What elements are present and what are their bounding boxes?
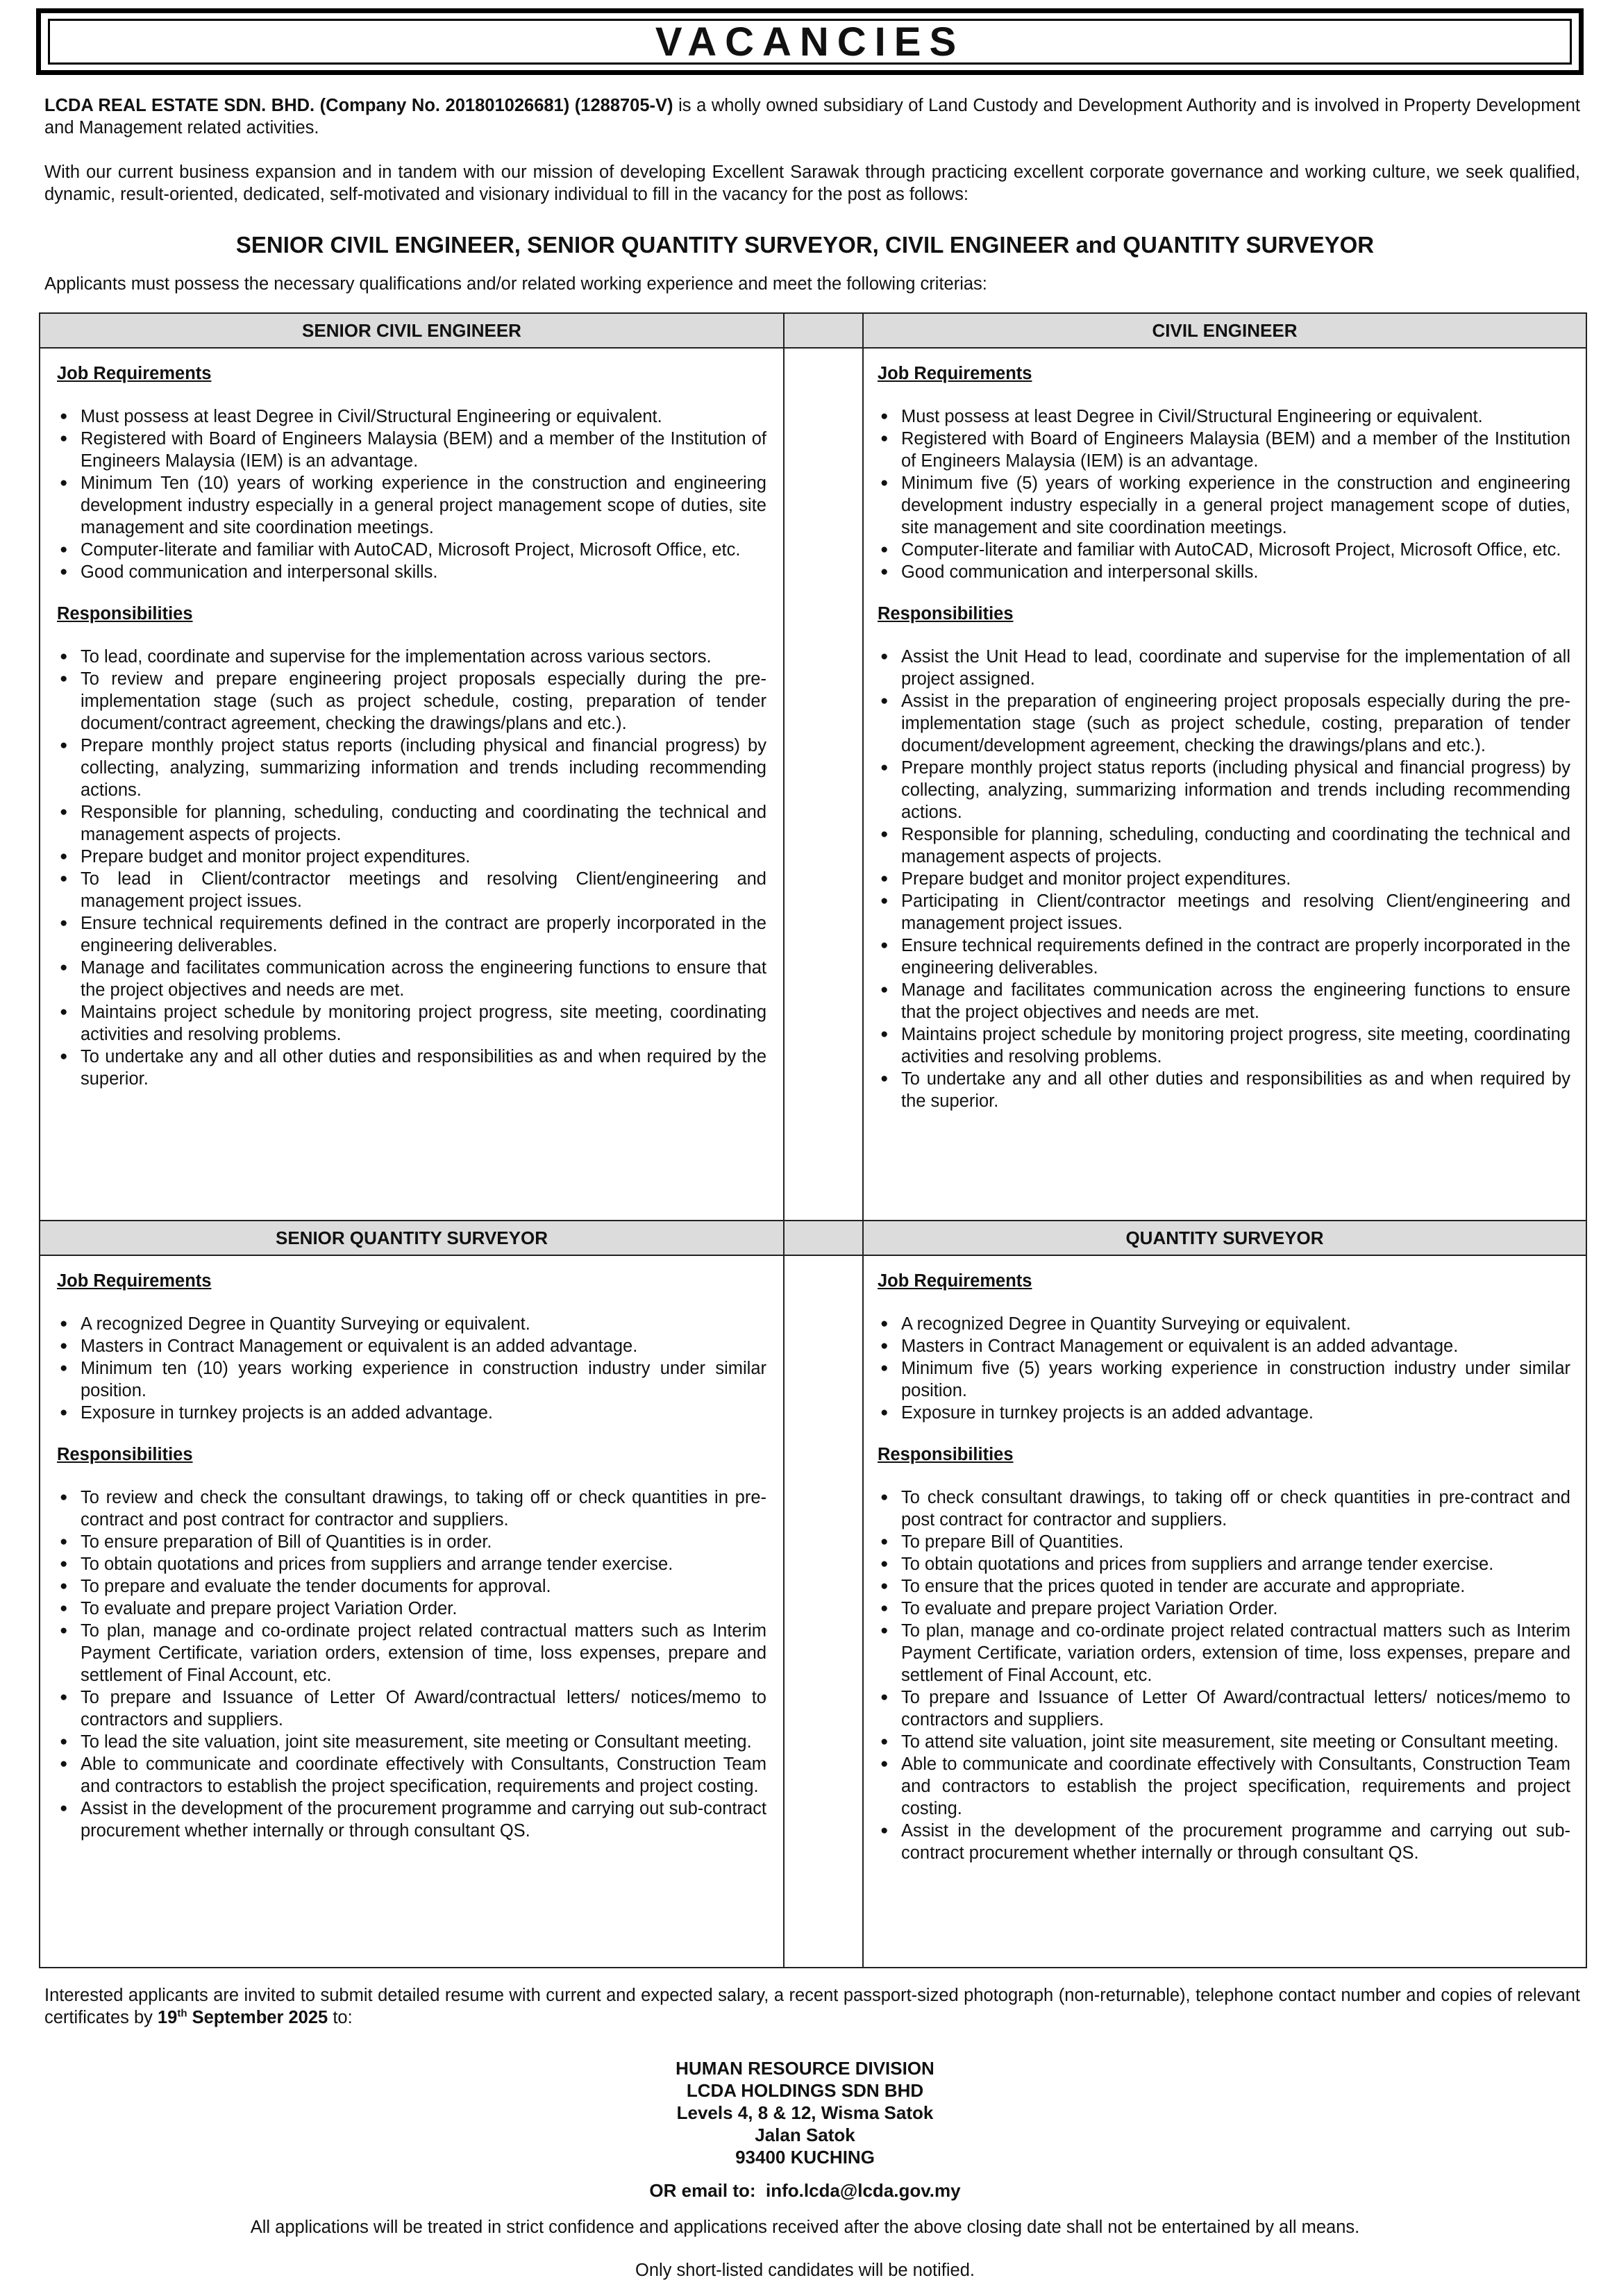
list-item: ● To lead, coordinate and supervise for the implementation across various sectors. <box>57 646 766 668</box>
list-item: ● Minimum Ten (10) years of working experience in the construction and engineering development industry especially in a general project management scope of duties, site management and site coordination meetings. <box>57 472 766 539</box>
list-item: ● To lead the site valuation, joint site measurement, site meeting or Consultant meeting. <box>57 1731 766 1753</box>
list-item: ● Prepare monthly project status reports (including physical and financial progress) by collecting, analyzing, summarizing information and trends including recommending actions. <box>57 735 766 801</box>
company-description: is a wholly owned subsidiary of Land Custody and Development Authority and is involved in Property Development and Management related activities. <box>44 96 1580 137</box>
list-item: ● To evaluate and prepare project Variation Order. <box>57 1598 766 1620</box>
civil-engineer-cell <box>878 362 1570 1132</box>
list-item: ● Masters in Contract Management or equivalent is an added advantage. <box>57 1335 766 1357</box>
list-item: ● Assist in the preparation of engineering project proposals especially during the pre-implementation stage (such as project schedule, costing, preparation of tender document/development agreement, checking the drawings/plans and etc.). <box>878 690 1570 757</box>
list-item: ● A recognized Degree in Quantity Surveying or equivalent. <box>878 1313 1570 1335</box>
responsibilities-list <box>878 646 1570 1112</box>
address-line: Jalan Satok <box>755 2125 855 2145</box>
list-item: ● To plan, manage and co-ordinate project related contractual matters such as Interim Payment Certificate, variation orders, extension of time, loss expenses, prepare and settlement of Final Account, etc. <box>57 1620 766 1686</box>
application-text-end: to: <box>328 2008 353 2027</box>
list-item: ● Prepare budget and monitor project expenditures. <box>878 868 1570 890</box>
list-item: ● Able to communicate and coordinate effectively with Consultants, Construction Team and contractors to establish the project specification, requirements and project costing. <box>878 1753 1570 1820</box>
job-requirements-heading: Job Requirements <box>57 1271 212 1291</box>
list-item: ● To obtain quotations and prices from suppliers and arrange tender exercise. <box>57 1553 766 1575</box>
list-item: ● Good communication and interpersonal skills. <box>878 561 1570 583</box>
requirements-list <box>57 405 766 583</box>
mailing-address <box>0 2057 1610 2168</box>
senior-civil-engineer-cell <box>57 362 766 1109</box>
list-item: ● To prepare and evaluate the tender documents for approval. <box>57 1575 766 1598</box>
list-item: ● Exposure in turnkey projects is an added advantage. <box>57 1402 766 1424</box>
list-item: ● To ensure that the prices quoted in tender are accurate and appropriate. <box>878 1575 1570 1598</box>
list-item: ● A recognized Degree in Quantity Surveying or equivalent. <box>57 1313 766 1335</box>
email-address: info.lcda@lcda.gov.my <box>766 2180 961 2201</box>
address-line: Levels 4, 8 & 12, Wisma Satok <box>676 2102 934 2123</box>
post-title: SENIOR CIVIL ENGINEER, SENIOR QUANTITY SURVEYOR, CIVIL ENGINEER and QUANTITY SURVEYOR <box>235 232 1375 258</box>
list-item: ● Minimum five (5) years working experience in construction industry under similar position. <box>878 1357 1570 1402</box>
list-item: ● Maintains project schedule by monitoring project progress, site meeting, coordinating activities and resolving problems. <box>57 1001 766 1046</box>
company-name: LCDA REAL ESTATE SDN. BHD. (Company No. 201801026681) (1288705-V) <box>44 96 673 115</box>
confidentiality-note: All applications will be treated in strict confidence and applications received after the above closing date shall not be entertained by all means. <box>250 2218 1360 2237</box>
list-item: ● Registered with Board of Engineers Malaysia (BEM) and a member of the Institution of Engineers Malaysia (IEM) is an advantage. <box>57 428 766 472</box>
quantity-surveyor-header: QUANTITY SURVEYOR <box>864 1221 1586 1256</box>
list-item: ● Minimum five (5) years of working experience in the construction and engineering development industry especially in a general project management scope of duties, site management and site coordination meetings. <box>878 472 1570 539</box>
page-title: VACANCIES <box>655 19 965 65</box>
list-item: ● To prepare and Issuance of Letter Of Award/contractual letters/ notices/memo to contractors and suppliers. <box>57 1686 766 1731</box>
list-item: ● Minimum ten (10) years working experience in construction industry under similar position. <box>57 1357 766 1402</box>
responsibilities-heading: Responsibilities <box>57 1445 193 1464</box>
list-item: ● Assist in the development of the procurement programme and carrying out sub-contract procurement whether internally or through consultant QS. <box>57 1798 766 1842</box>
responsibilities-list <box>878 1486 1570 1864</box>
list-item: ● Exposure in turnkey projects is an added advantage. <box>878 1402 1570 1424</box>
responsibilities-heading: Responsibilities <box>878 604 1014 623</box>
list-item: ● Must possess at least Degree in Civil/Structural Engineering or equivalent. <box>57 405 766 428</box>
list-item: ● To check consultant drawings, to taking off or check quantities in pre-contract and post contract for contractor and suppliers. <box>878 1486 1570 1531</box>
list-item: ● Registered with Board of Engineers Malaysia (BEM) and a member of the Institution of Engineers Malaysia (IEM) is an advantage. <box>878 428 1570 472</box>
quantity-surveyor-cell <box>878 1270 1570 1884</box>
mission-statement: With our current business expansion and in tandem with our mission of developing Excellent Sarawak through practicing excellent corporate governance and working culture, we seek qualified, dynamic, result-oriented, dedicated, self-motivated and visionary individual to fill in the vacancy for the post as follows: <box>44 162 1580 204</box>
senior-quantity-surveyor-cell <box>57 1270 766 1861</box>
positions-table <box>39 312 1587 1968</box>
list-item: ● To ensure preparation of Bill of Quantities is in order. <box>57 1531 766 1553</box>
responsibilities-list <box>57 1486 766 1842</box>
list-item: ● Manage and facilitates communication across the engineering functions to ensure that the project objectives and needs are met. <box>57 957 766 1001</box>
list-item: ● Assist in the development of the procurement programme and carrying out sub-contract procurement whether internally or through consultant QS. <box>878 1820 1570 1864</box>
address-line: LCDA HOLDINGS SDN BHD <box>686 2080 924 2101</box>
list-item: ● Participating in Client/contractor meetings and resolving Client/engineering and management project issues. <box>878 890 1570 935</box>
list-item: ● Responsible for planning, scheduling, conducting and coordinating the technical and management aspects of projects. <box>878 823 1570 868</box>
responsibilities-heading: Responsibilities <box>878 1445 1014 1464</box>
address-line: HUMAN RESOURCE DIVISION <box>676 2058 934 2079</box>
job-requirements-heading: Job Requirements <box>878 364 1032 383</box>
list-item: ● To review and check the consultant drawings, to taking off or check quantities in pre-contract and post contract for contractor and suppliers. <box>57 1486 766 1531</box>
spacer-header <box>785 1221 862 1256</box>
requirements-list <box>878 1313 1570 1424</box>
closing-month-year: September 2025 <box>187 2008 328 2027</box>
email-prefix: OR email to: <box>649 2180 756 2201</box>
right-column <box>864 314 1586 1967</box>
list-item: ● Computer-literate and familiar with AutoCAD, Microsoft Project, Microsoft Office, etc. <box>57 539 766 561</box>
criteria-text: Applicants must possess the necessary qualifications and/or related working experience and meet the following criterias: <box>44 274 987 294</box>
requirements-list <box>878 405 1570 583</box>
list-item: ● To attend site valuation, joint site measurement, site meeting or Consultant meeting. <box>878 1731 1570 1753</box>
list-item: ● To prepare and Issuance of Letter Of Award/contractual letters/ notices/memo to contractors and suppliers. <box>878 1686 1570 1731</box>
senior-civil-engineer-header: SENIOR CIVIL ENGINEER <box>40 314 783 349</box>
closing-day-suffix: th <box>177 2007 187 2020</box>
list-item: ● Ensure technical requirements defined in the contract are properly incorporated in the engineering deliverables. <box>57 912 766 957</box>
list-item: ● Prepare budget and monitor project expenditures. <box>57 846 766 868</box>
list-item: ● Computer-literate and familiar with AutoCAD, Microsoft Project, Microsoft Office, etc. <box>878 539 1570 561</box>
job-requirements-heading: Job Requirements <box>878 1271 1032 1291</box>
list-item: ● To lead in Client/contractor meetings and resolving Client/engineering and management project issues. <box>57 868 766 912</box>
list-item: ● Responsible for planning, scheduling, conducting and coordinating the technical and management aspects of projects. <box>57 801 766 846</box>
list-item: ● Assist the Unit Head to lead, coordinate and supervise for the implementation of all project assigned. <box>878 646 1570 690</box>
list-item: ● To obtain quotations and prices from suppliers and arrange tender exercise. <box>878 1553 1570 1575</box>
list-item: ● Maintains project schedule by monitoring project progress, site meeting, coordinating activities and resolving problems. <box>878 1023 1570 1068</box>
email-line <box>0 2180 1610 2202</box>
address-line: 93400 KUCHING <box>735 2147 875 2168</box>
application-instructions <box>44 1984 1580 2029</box>
shortlist-note: Only short-listed candidates will be notified. <box>635 2261 975 2280</box>
requirements-list <box>57 1313 766 1424</box>
list-item: ● To undertake any and all other duties and responsibilities as and when required by the superior. <box>57 1046 766 1090</box>
list-item: ● Masters in Contract Management or equivalent is an added advantage. <box>878 1335 1570 1357</box>
list-item: ● Manage and facilitates communication across the engineering functions to ensure that the project objectives and needs are met. <box>878 979 1570 1023</box>
list-item: ● Good communication and interpersonal skills. <box>57 561 766 583</box>
responsibilities-heading: Responsibilities <box>57 604 193 623</box>
header-frame <box>36 8 1584 75</box>
list-item: ● To evaluate and prepare project Variation Order. <box>878 1598 1570 1620</box>
middle-spacer-column <box>785 314 864 1967</box>
spacer-header <box>785 314 862 349</box>
responsibilities-list <box>57 646 766 1090</box>
list-item: ● To review and prepare engineering project proposals especially during the pre-implementation stage (such as project schedule, costing, preparation of tender document/contract agreement, checking the drawings/plans and etc.). <box>57 668 766 735</box>
senior-quantity-surveyor-header: SENIOR QUANTITY SURVEYOR <box>40 1221 783 1256</box>
header-inner-frame <box>48 19 1572 65</box>
closing-date <box>158 2008 328 2027</box>
left-column <box>40 314 785 1967</box>
list-item: ● To prepare Bill of Quantities. <box>878 1531 1570 1553</box>
list-item: ● Prepare monthly project status reports (including physical and financial progress) by collecting, analyzing, summarizing information and trends including recommending actions. <box>878 757 1570 823</box>
list-item: ● To plan, manage and co-ordinate project related contractual matters such as Interim Payment Certificate, variation orders, extension of time, loss expenses, prepare and settlement of Final Account, etc. <box>878 1620 1570 1686</box>
list-item: ● Must possess at least Degree in Civil/Structural Engineering or equivalent. <box>878 405 1570 428</box>
job-requirements-heading: Job Requirements <box>57 364 212 383</box>
list-item: ● Ensure technical requirements defined in the contract are properly incorporated in the engineering deliverables. <box>878 935 1570 979</box>
civil-engineer-header: CIVIL ENGINEER <box>864 314 1586 349</box>
list-item: ● To undertake any and all other duties and responsibilities as and when required by the superior. <box>878 1068 1570 1112</box>
company-intro <box>44 94 1580 139</box>
list-item: ● Able to communicate and coordinate effectively with Consultants, Construction Team and contractors to establish the project specification, requirements and project costing. <box>57 1753 766 1798</box>
application-text: Interested applicants are invited to submit detailed resume with current and expected salary, a recent passport-sized photograph (non-returnable), telephone contact number and copies of relevant certificates by <box>44 1986 1580 2027</box>
closing-day: 19 <box>157 2008 178 2027</box>
